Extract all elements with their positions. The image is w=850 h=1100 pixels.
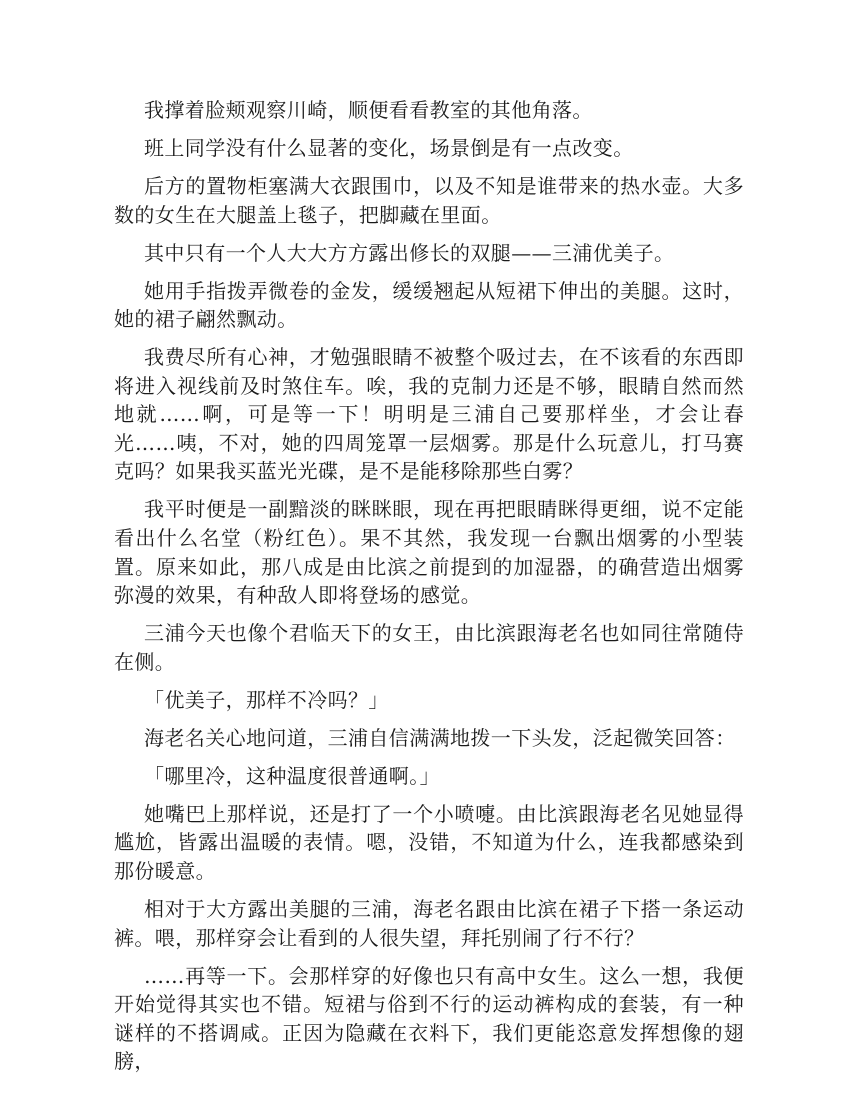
dialogue-line: 「哪里冷，这种温度很普通啊。」 bbox=[144, 763, 440, 788]
paragraph: 相对于大方露出美腿的三浦，海老名跟由比滨在裙子下搭一条运动裤。喂，那样穿会让看到的人很失望，拜托别闹了行不行？ bbox=[114, 896, 744, 950]
paragraph: 班上同学没有什么显著的变化，场景倒是有一点改变。 bbox=[144, 135, 634, 160]
paragraph: 其中只有一个人大大方方露出修长的双腿——三浦优美子。 bbox=[144, 240, 675, 265]
text-body bbox=[114, 96, 744, 1085]
paragraph: ……再等一下。会那样穿的好像也只有高中女生。这么一想，我便开始觉得其实也不错。短裙与俗到不行的运动裤构成的套装，有一种谜样的不搭调咸。正因为隐藏在衣料下，我们更能恣意发挥想像的翅膀， bbox=[114, 963, 744, 1074]
dialogue-line: 「优美子，那样不冷吗？」 bbox=[144, 687, 389, 712]
paragraph: 我费尽所有心神，才勉强眼睛不被整个吸过去，在不该看的东西即将进入视线前及时煞住车。唉，我的克制力还是不够，眼睛自然而然地就……啊，可是等一下！明明是三浦自己要那样坐，才会让春光……咦，不对，她的四周笼罩一层烟雾。那是什么玩意儿，打马赛克吗？如果我买蓝光光碟，是不是能移除那些白雾？ bbox=[114, 345, 744, 484]
paragraph: 三浦今天也像个君临天下的女王，由比滨跟海老名也如同往常随侍在侧。 bbox=[114, 621, 744, 674]
paragraph: 她用手指拨弄微卷的金发，缓缓翘起从短裙下伸出的美腿。这时，她的裙子翩然飘动。 bbox=[114, 278, 744, 332]
paragraph: 她嘴巴上那样说，还是打了一个小喷嚏。由比滨跟海老名见她显得尴尬，皆露出温暖的表情。嗯，没错，不知道为什么，连我都感染到那份暖意。 bbox=[114, 801, 744, 883]
paragraph: 海老名关心地问道，三浦自信满满地拨一下头发，泛起微笑回答： bbox=[144, 725, 736, 750]
paragraph: 我平时便是一副黯淡的眯眯眼，现在再把眼睛眯得更细，说不定能看出什么名堂（粉红色）。果不其然，我发现一台飘出烟雾的小型装置。原来如此，那八成是由比滨之前提到的加湿器，的确营造出烟雾弥漫的效果，有种敌人即将登场的感觉。 bbox=[114, 497, 744, 608]
paragraph: 后方的置物柜塞满大衣跟围巾，以及不知是谁带来的热水壶。大多数的女生在大腿盖上毯子，把脚藏在里面。 bbox=[114, 173, 744, 227]
paragraph: 我撑着脸颊观察川崎，顺便看看教室的其他角落。 bbox=[144, 98, 593, 122]
